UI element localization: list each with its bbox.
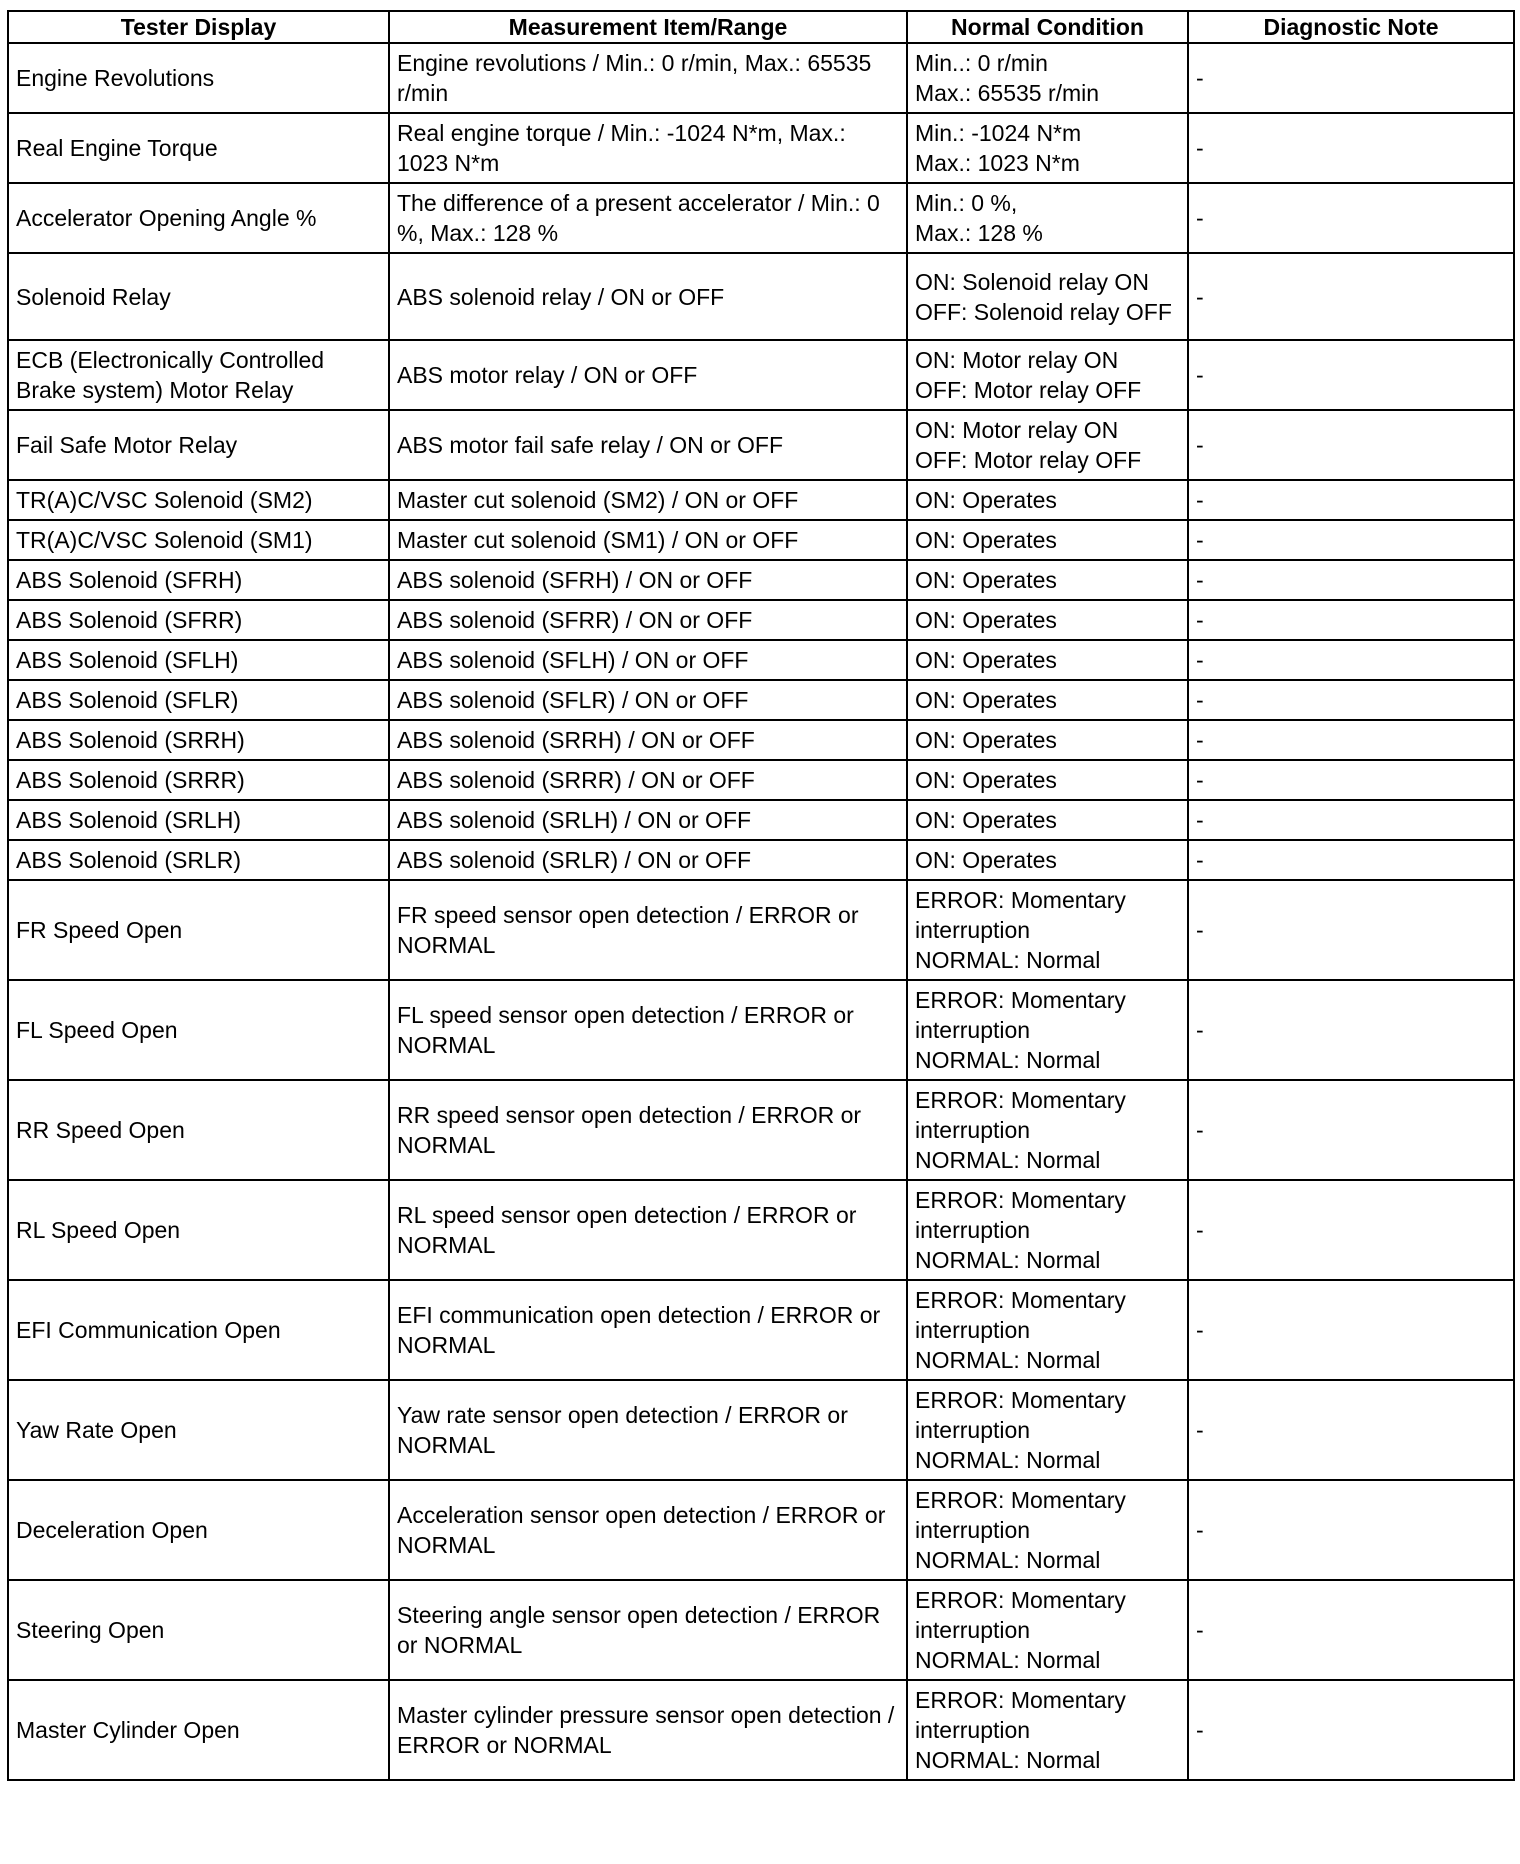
cell-tester-display: ABS Solenoid (SRRH)	[8, 720, 389, 760]
cell-tester-display: ABS Solenoid (SRRR)	[8, 760, 389, 800]
cell-tester-display: TR(A)C/VSC Solenoid (SM2)	[8, 480, 389, 520]
table-row	[8, 560, 1514, 600]
cell-normal-condition: ON: Solenoid relay ON OFF: Solenoid relay OFF	[907, 253, 1188, 340]
cell-tester-display: ABS Solenoid (SFLH)	[8, 640, 389, 680]
cell-tester-display: ABS Solenoid (SFRR)	[8, 600, 389, 640]
cell-normal-condition: ERROR: Momentary interruption NORMAL: Normal	[907, 880, 1188, 980]
cell-tester-display: RL Speed Open	[8, 1180, 389, 1280]
header-measurement-item-range: Measurement Item/Range	[389, 11, 907, 43]
cell-tester-display: Solenoid Relay	[8, 253, 389, 340]
cell-diagnostic-note: -	[1188, 800, 1514, 840]
table-row	[8, 480, 1514, 520]
cell-measurement-range: The difference of a present accelerator / Min.: 0 %, Max.: 128 %	[389, 183, 907, 253]
cell-normal-condition: ERROR: Momentary interruption NORMAL: Normal	[907, 1280, 1188, 1380]
table-row	[8, 1280, 1514, 1380]
cell-tester-display: Yaw Rate Open	[8, 1380, 389, 1480]
cell-normal-condition: ON: Operates	[907, 720, 1188, 760]
table-row	[8, 1480, 1514, 1580]
table-row	[8, 840, 1514, 880]
table-header	[8, 11, 1514, 43]
table-row	[8, 1080, 1514, 1180]
cell-measurement-range: ABS solenoid (SFRR) / ON or OFF	[389, 600, 907, 640]
cell-diagnostic-note: -	[1188, 720, 1514, 760]
cell-diagnostic-note: -	[1188, 43, 1514, 113]
header-tester-display: Tester Display	[8, 11, 389, 43]
cell-measurement-range: ABS solenoid (SFLH) / ON or OFF	[389, 640, 907, 680]
cell-diagnostic-note: -	[1188, 560, 1514, 600]
cell-normal-condition: Min..: 0 r/min Max.: 65535 r/min	[907, 43, 1188, 113]
table-row	[8, 880, 1514, 980]
cell-diagnostic-note: -	[1188, 520, 1514, 560]
cell-normal-condition: ERROR: Momentary interruption NORMAL: Normal	[907, 1080, 1188, 1180]
table-row	[8, 520, 1514, 560]
cell-measurement-range: RL speed sensor open detection / ERROR or NORMAL	[389, 1180, 907, 1280]
cell-diagnostic-note: -	[1188, 680, 1514, 720]
cell-normal-condition: ON: Operates	[907, 600, 1188, 640]
cell-diagnostic-note: -	[1188, 1280, 1514, 1380]
cell-measurement-range: ABS solenoid (SRRR) / ON or OFF	[389, 760, 907, 800]
cell-tester-display: Engine Revolutions	[8, 43, 389, 113]
cell-measurement-range: Master cylinder pressure sensor open detection / ERROR or NORMAL	[389, 1680, 907, 1780]
cell-tester-display: ABS Solenoid (SRLH)	[8, 800, 389, 840]
cell-diagnostic-note: -	[1188, 113, 1514, 183]
table-body	[8, 43, 1514, 1780]
table-row	[8, 640, 1514, 680]
cell-measurement-range: ABS solenoid (SRLH) / ON or OFF	[389, 800, 907, 840]
cell-normal-condition: Min.: -1024 N*m Max.: 1023 N*m	[907, 113, 1188, 183]
cell-tester-display: FR Speed Open	[8, 880, 389, 980]
cell-diagnostic-note: -	[1188, 1380, 1514, 1480]
table-row	[8, 410, 1514, 480]
cell-tester-display: TR(A)C/VSC Solenoid (SM1)	[8, 520, 389, 560]
cell-normal-condition: ON: Operates	[907, 840, 1188, 880]
cell-diagnostic-note: -	[1188, 1180, 1514, 1280]
table-row	[8, 1380, 1514, 1480]
cell-tester-display: Real Engine Torque	[8, 113, 389, 183]
cell-measurement-range: RR speed sensor open detection / ERROR or NORMAL	[389, 1080, 907, 1180]
table-row	[8, 1580, 1514, 1680]
cell-normal-condition: ON: Operates	[907, 560, 1188, 600]
cell-normal-condition: ERROR: Momentary interruption NORMAL: Normal	[907, 1480, 1188, 1580]
cell-measurement-range: FL speed sensor open detection / ERROR or NORMAL	[389, 980, 907, 1080]
data-list-table	[7, 10, 1515, 1781]
cell-diagnostic-note: -	[1188, 1080, 1514, 1180]
cell-measurement-range: EFI communication open detection / ERROR or NORMAL	[389, 1280, 907, 1380]
cell-tester-display: FL Speed Open	[8, 980, 389, 1080]
cell-normal-condition: ON: Operates	[907, 680, 1188, 720]
table-row	[8, 600, 1514, 640]
cell-diagnostic-note: -	[1188, 1480, 1514, 1580]
cell-normal-condition: ERROR: Momentary interruption NORMAL: Normal	[907, 980, 1188, 1080]
cell-normal-condition: ON: Operates	[907, 520, 1188, 560]
cell-measurement-range: Real engine torque / Min.: -1024 N*m, Max.: 1023 N*m	[389, 113, 907, 183]
cell-tester-display: Accelerator Opening Angle %	[8, 183, 389, 253]
table-row	[8, 183, 1514, 253]
cell-measurement-range: FR speed sensor open detection / ERROR or NORMAL	[389, 880, 907, 980]
cell-normal-condition: ON: Motor relay ON OFF: Motor relay OFF	[907, 340, 1188, 410]
cell-tester-display: Steering Open	[8, 1580, 389, 1680]
table-row	[8, 720, 1514, 760]
cell-diagnostic-note: -	[1188, 1680, 1514, 1780]
cell-normal-condition: ON: Operates	[907, 640, 1188, 680]
cell-measurement-range: Yaw rate sensor open detection / ERROR or NORMAL	[389, 1380, 907, 1480]
cell-diagnostic-note: -	[1188, 980, 1514, 1080]
cell-normal-condition: ON: Operates	[907, 760, 1188, 800]
cell-measurement-range: ABS solenoid (SRLR) / ON or OFF	[389, 840, 907, 880]
cell-normal-condition: ON: Motor relay ON OFF: Motor relay OFF	[907, 410, 1188, 480]
cell-measurement-range: Steering angle sensor open detection / ERROR or NORMAL	[389, 1580, 907, 1680]
cell-tester-display: EFI Communication Open	[8, 1280, 389, 1380]
table-row	[8, 680, 1514, 720]
table-row	[8, 253, 1514, 340]
cell-tester-display: ABS Solenoid (SFLR)	[8, 680, 389, 720]
cell-measurement-range: ABS solenoid (SFRH) / ON or OFF	[389, 560, 907, 600]
table-row	[8, 1680, 1514, 1780]
cell-normal-condition: ERROR: Momentary interruption NORMAL: Normal	[907, 1680, 1188, 1780]
table-row	[8, 800, 1514, 840]
cell-normal-condition: ON: Operates	[907, 800, 1188, 840]
cell-tester-display: ABS Solenoid (SFRH)	[8, 560, 389, 600]
cell-diagnostic-note: -	[1188, 340, 1514, 410]
header-row	[8, 11, 1514, 43]
cell-diagnostic-note: -	[1188, 880, 1514, 980]
cell-diagnostic-note: -	[1188, 760, 1514, 800]
cell-tester-display: RR Speed Open	[8, 1080, 389, 1180]
table-row	[8, 113, 1514, 183]
table-row	[8, 1180, 1514, 1280]
cell-diagnostic-note: -	[1188, 480, 1514, 520]
cell-tester-display: Deceleration Open	[8, 1480, 389, 1580]
cell-diagnostic-note: -	[1188, 1580, 1514, 1680]
cell-normal-condition: Min.: 0 %, Max.: 128 %	[907, 183, 1188, 253]
cell-diagnostic-note: -	[1188, 640, 1514, 680]
cell-tester-display: ECB (Electronically Controlled Brake system) Motor Relay	[8, 340, 389, 410]
cell-measurement-range: Master cut solenoid (SM1) / ON or OFF	[389, 520, 907, 560]
cell-diagnostic-note: -	[1188, 840, 1514, 880]
cell-measurement-range: ABS solenoid relay / ON or OFF	[389, 253, 907, 340]
cell-diagnostic-note: -	[1188, 600, 1514, 640]
cell-diagnostic-note: -	[1188, 253, 1514, 340]
header-diagnostic-note: Diagnostic Note	[1188, 11, 1514, 43]
table-row	[8, 340, 1514, 410]
cell-measurement-range: ABS motor relay / ON or OFF	[389, 340, 907, 410]
cell-measurement-range: Master cut solenoid (SM2) / ON or OFF	[389, 480, 907, 520]
cell-normal-condition: ERROR: Momentary interruption NORMAL: Normal	[907, 1180, 1188, 1280]
cell-normal-condition: ERROR: Momentary interruption NORMAL: Normal	[907, 1380, 1188, 1480]
header-normal-condition: Normal Condition	[907, 11, 1188, 43]
table-row	[8, 760, 1514, 800]
cell-normal-condition: ON: Operates	[907, 480, 1188, 520]
cell-tester-display: ABS Solenoid (SRLR)	[8, 840, 389, 880]
cell-tester-display: Master Cylinder Open	[8, 1680, 389, 1780]
cell-measurement-range: Acceleration sensor open detection / ERROR or NORMAL	[389, 1480, 907, 1580]
cell-tester-display: Fail Safe Motor Relay	[8, 410, 389, 480]
cell-normal-condition: ERROR: Momentary interruption NORMAL: Normal	[907, 1580, 1188, 1680]
table-row	[8, 980, 1514, 1080]
cell-diagnostic-note: -	[1188, 183, 1514, 253]
table-row	[8, 43, 1514, 113]
cell-measurement-range: ABS motor fail safe relay / ON or OFF	[389, 410, 907, 480]
cell-measurement-range: ABS solenoid (SRRH) / ON or OFF	[389, 720, 907, 760]
cell-measurement-range: ABS solenoid (SFLR) / ON or OFF	[389, 680, 907, 720]
cell-measurement-range: Engine revolutions / Min.: 0 r/min, Max.: 65535 r/min	[389, 43, 907, 113]
cell-diagnostic-note: -	[1188, 410, 1514, 480]
